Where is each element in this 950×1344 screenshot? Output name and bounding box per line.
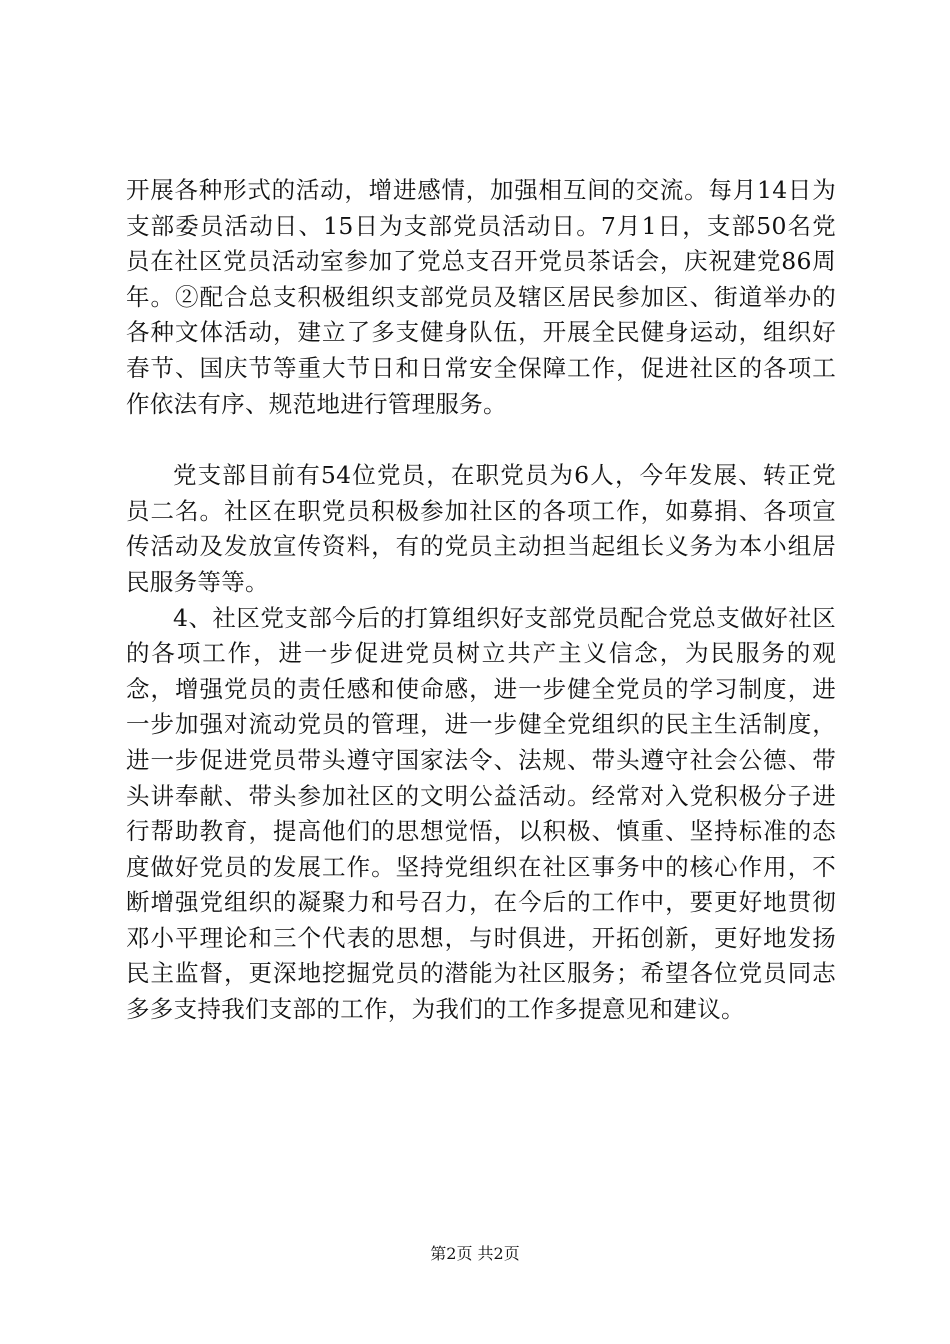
- page-number-footer: 第2页 共2页: [430, 1244, 520, 1263]
- paragraph-future-plans: 4、社区党支部今后的打算组织好支部党员配合党总支做好社区的各项工作，进一步促进党员树立共产主义信念，为民服务的观念，增强党员的责任感和使命感，进一步健全党员的学习制度，进一步加强对流动党员的管理，进一步健全党组织的民主生活制度，进一步促进党员带头遵守国家法令、法规、带头遵守社会公德、带头讲奉献、带头参加社区的文明公益活动。经常对入党积极分子进行帮助教育，提高他们的思想觉悟，以积极、慎重、坚持标准的态度做好党员的发展工作。坚持党组织在社区事务中的核心作用，不断增强党组织的凝聚力和号召力，在今后的工作中，要更好地贯彻邓小平理论和三个代表的思想，与时俱进，开拓创新，更好地发扬民主监督，更深地挖掘党员的潜能为社区服务；希望各位党员同志多多支持我们支部的工作，为我们的工作多提意见和建议。: [126, 603, 836, 1024]
- paragraph-activities: 开展各种形式的活动，增进感情，加强相互间的交流。每月14日为支部委员活动日、15日为支部党员活动日。7月1日，支部50名党员在社区党员活动室参加了党总支召开党员茶话会，庆祝建党86周年。②配合总支积极组织支部党员及辖区居民参加区、街道举办的各种文体活动，建立了多支健身队伍，开展全民健身运动，组织好春节、国庆节等重大节日和日常安全保障工作，促进社区的各项工作依法有序、规范地进行管理服务。: [126, 176, 836, 418]
- paragraph-membership: 党支部目前有54位党员，在职党员为6人，今年发展、转正党员二名。社区在职党员积极参加社区的各项工作，如募捐、各项宣传活动及发放宣传资料，有的党员主动担当起组长义务为本小组居民服务等等。: [126, 461, 836, 596]
- document-body: [126, 173, 836, 1028]
